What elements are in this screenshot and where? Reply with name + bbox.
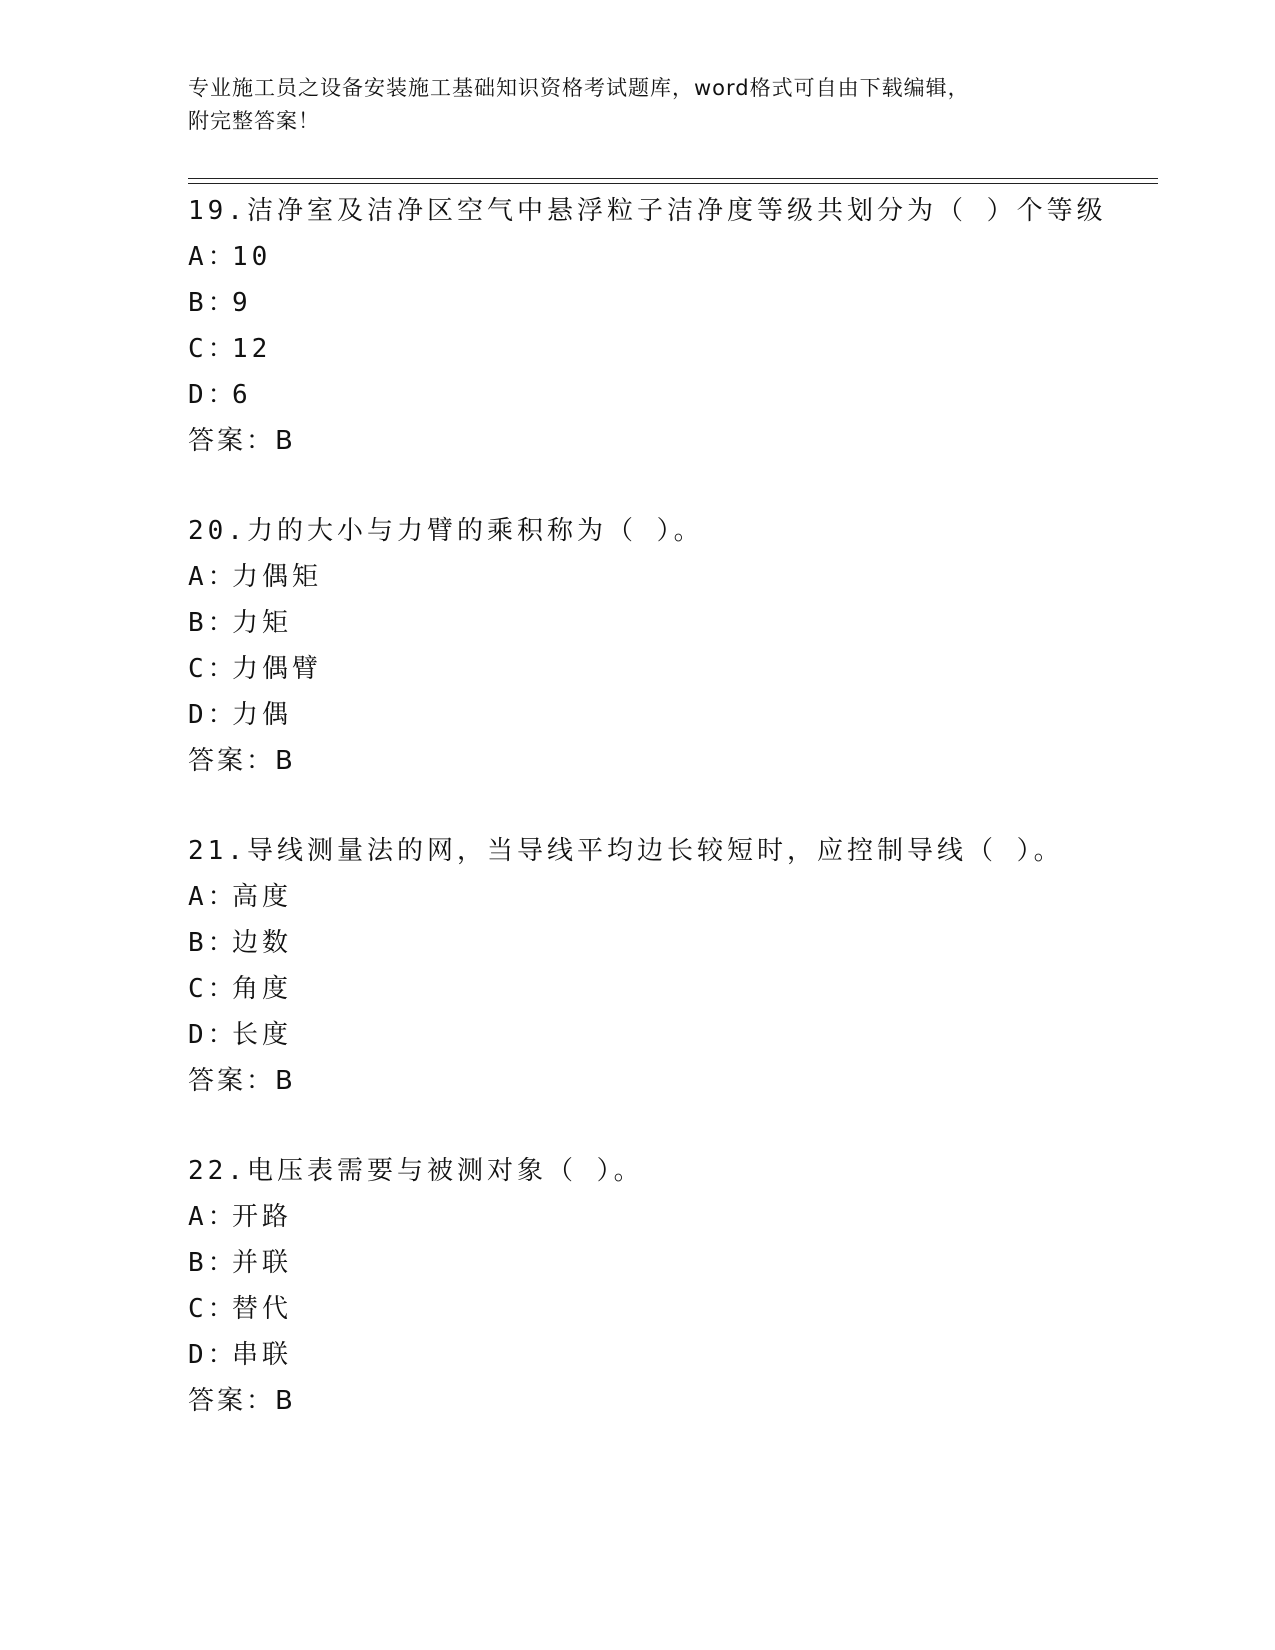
option-text: 高度 [232, 882, 293, 912]
option-c [188, 646, 1168, 692]
option-label: C： [188, 1294, 238, 1324]
option-c [188, 1286, 1168, 1332]
option-a [188, 1194, 1168, 1240]
option-text: 开路 [232, 1202, 293, 1232]
answer-text: 答案：B [188, 426, 296, 456]
option-text: 9 [232, 288, 252, 318]
option-text: 串联 [232, 1340, 293, 1370]
option-text: 长度 [232, 1020, 293, 1050]
option-text: 12 [232, 334, 272, 364]
option-label: D： [188, 1340, 238, 1370]
header-line-1: 专业施工员之设备安装施工基础知识资格考试题库，word格式可自由下载编辑， [188, 76, 970, 100]
option-text: 替代 [232, 1294, 293, 1324]
question-text: 20.力的大小与力臂的乘积称为（ ）。 [188, 516, 704, 546]
option-label: A： [188, 562, 238, 592]
question-text: 19.洁净室及洁净区空气中悬浮粒子洁净度等级共划分为（ ）个等级 [188, 196, 1107, 226]
option-a [188, 234, 1168, 280]
option-b [188, 600, 1168, 646]
option-text: 10 [232, 242, 272, 272]
option-text: 力矩 [232, 608, 293, 638]
option-b [188, 1240, 1168, 1286]
option-label: D： [188, 380, 238, 410]
answer-text: 答案：B [188, 746, 296, 776]
option-text: 力偶臂 [232, 654, 323, 684]
question-block [188, 508, 1168, 784]
option-label: B： [188, 608, 238, 638]
option-label: A： [188, 882, 238, 912]
option-label: C： [188, 974, 238, 1004]
option-text: 6 [232, 380, 252, 410]
option-d [188, 1012, 1168, 1058]
header-divider-top [188, 178, 1158, 179]
answer-text: 答案：B [188, 1066, 296, 1096]
option-label: A： [188, 1202, 238, 1232]
option-b [188, 920, 1168, 966]
option-d [188, 372, 1168, 418]
option-a [188, 554, 1168, 600]
question-text: 22.电压表需要与被测对象（ ）。 [188, 1156, 644, 1186]
document-header [188, 72, 1088, 138]
option-text: 并联 [232, 1248, 293, 1278]
option-label: B： [188, 928, 238, 958]
option-label: B： [188, 1248, 238, 1278]
option-text: 角度 [232, 974, 293, 1004]
option-b [188, 280, 1168, 326]
option-c [188, 326, 1168, 372]
option-c [188, 966, 1168, 1012]
option-label: B： [188, 288, 238, 318]
header-line-2: 附完整答案！ [188, 109, 320, 133]
option-label: C： [188, 654, 238, 684]
question-block [188, 188, 1168, 464]
option-d [188, 692, 1168, 738]
option-text: 力偶 [232, 700, 293, 730]
option-text: 边数 [232, 928, 293, 958]
answer-text: 答案：B [188, 1386, 296, 1416]
option-text: 力偶矩 [232, 562, 323, 592]
option-label: D： [188, 700, 238, 730]
option-label: D： [188, 1020, 238, 1050]
option-d [188, 1332, 1168, 1378]
option-label: C： [188, 334, 238, 364]
question-text: 21.导线测量法的网，当导线平均边长较短时，应控制导线（ ）。 [188, 836, 1064, 866]
question-block [188, 1148, 1168, 1424]
question-block [188, 828, 1168, 1104]
option-label: A： [188, 242, 238, 272]
header-divider-bottom [188, 183, 1158, 184]
option-a [188, 874, 1168, 920]
